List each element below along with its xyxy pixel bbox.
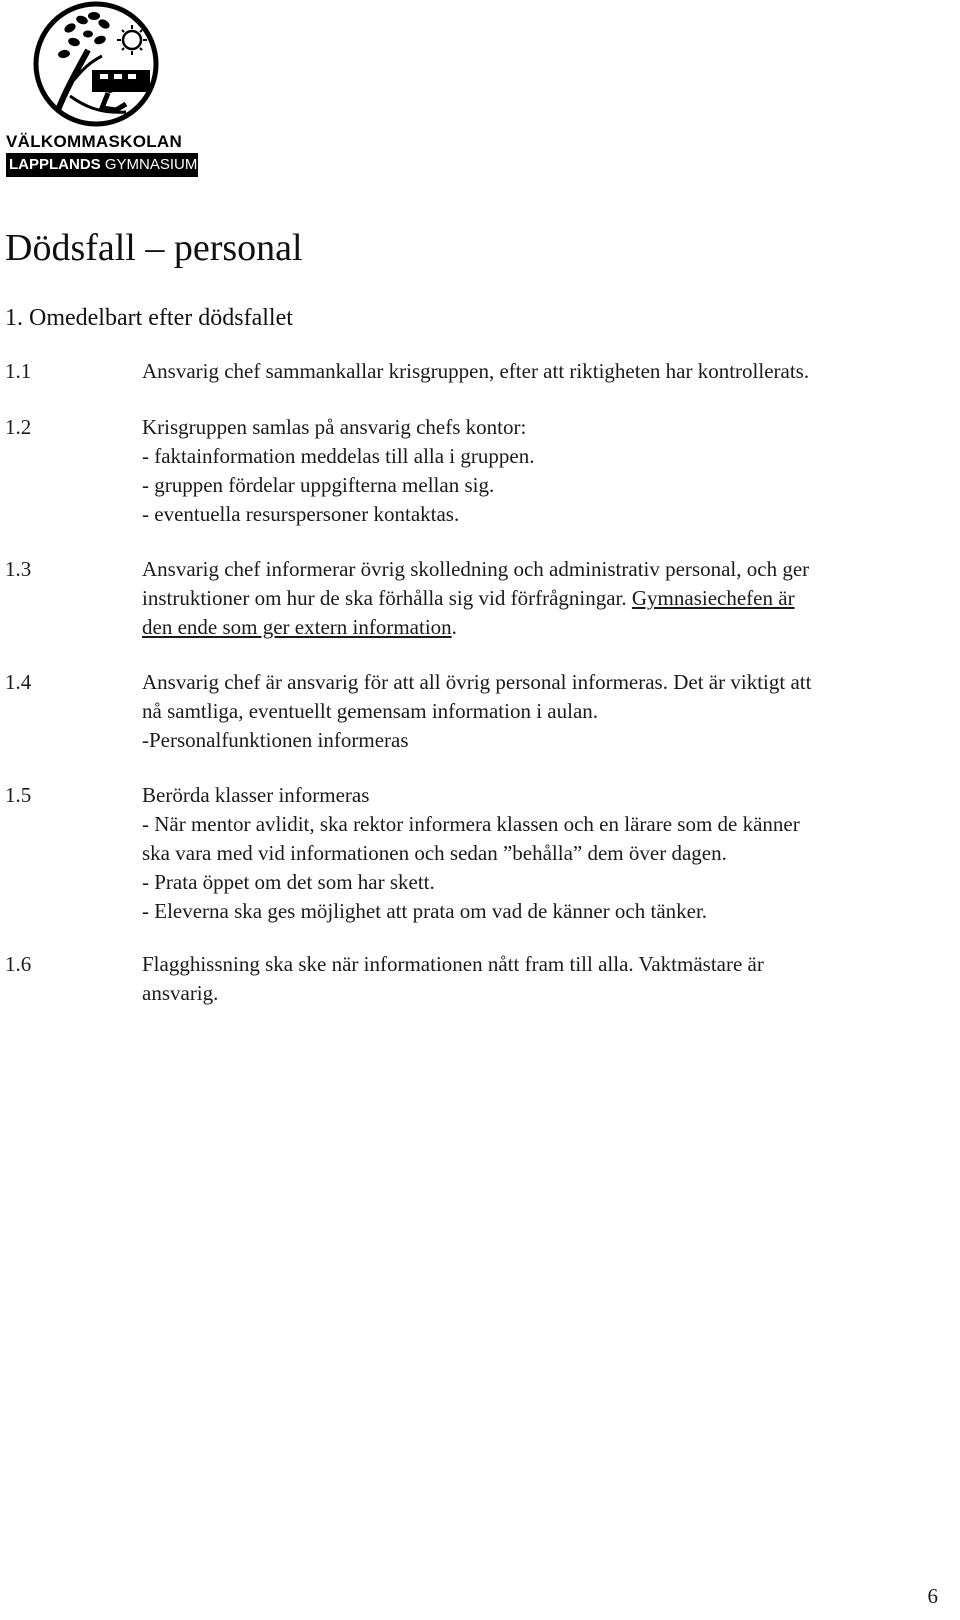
item-1-4-line: -Personalfunktionen informeras: [142, 728, 409, 752]
item-number-1-5: 1.5: [5, 783, 32, 807]
logo-text-valkommaskolan: VÄLKOMMASKOLAN: [6, 132, 183, 151]
item-1-2-line: - gruppen fördelar uppgifterna mellan sig.: [142, 473, 495, 497]
document-title: Dödsfall – personal: [5, 227, 303, 269]
item-text-1-3: [142, 555, 942, 642]
item-1-6-line: Flagghissning ska ske när informationen nått fram till alla. Vaktmästare är: [142, 952, 764, 976]
item-text-1-1: [142, 357, 942, 386]
item-number-1-2: 1.2: [5, 415, 32, 439]
item-1-3-text: .: [451, 615, 457, 639]
school-logo: [6, 0, 202, 180]
school-emblem-icon: [30, 0, 170, 132]
item-text-1-4: [142, 668, 942, 755]
item-text-1-5: [142, 781, 942, 926]
item-1-3-line: [142, 584, 942, 613]
item-1-5-line: ska vara med vid informationen och sedan ”behålla” dem över dagen.: [142, 841, 727, 865]
item-1-5-line: - När mentor avlidit, ska rektor informera klassen och en lärare som de känner: [142, 812, 800, 836]
item-1-3-line: Ansvarig chef informerar övrig skolledning och administrativ personal, och ger: [142, 557, 810, 581]
item-1-3-text: instruktioner om hur de ska förhålla sig vid förfrågningar.: [142, 586, 632, 610]
item-1-3-underlined-text: den ende som ger extern information: [142, 615, 452, 639]
item-1-5-line: - Prata öppet om det som har skett.: [142, 870, 435, 894]
item-number-1-3: 1.3: [5, 557, 32, 581]
page-number: 6: [927, 1584, 938, 1608]
item-1-3-line: [142, 613, 942, 642]
item-1-4-line: nå samtliga, eventuellt gemensam information i aulan.: [142, 699, 599, 723]
item-1-3-underlined-text: Gymnasiechefen är: [631, 586, 795, 610]
item-1-6-line: ansvarig.: [142, 981, 219, 1005]
logo-text-lapplands: LAPPLANDS: [9, 156, 101, 173]
logo-text-gymnasium: GYMNASIUM: [100, 156, 198, 173]
item-number-1-1: 1.1: [5, 359, 32, 383]
item-number-1-6: 1.6: [5, 952, 32, 976]
section-heading: 1. Omedelbart efter dödsfallet: [5, 305, 293, 331]
item-1-2-line: - eventuella resurspersoner kontaktas.: [142, 502, 460, 526]
item-1-4-line: Ansvarig chef är ansvarig för att all övrig personal informeras. Det är viktigt att: [142, 670, 812, 694]
item-number-1-4: 1.4: [5, 670, 32, 694]
item-1-5-line: Berörda klasser informeras: [142, 783, 370, 807]
item-1-1-line: Ansvarig chef sammankallar krisgruppen, efter att riktigheten har kontrollerats.: [142, 359, 810, 383]
item-1-5-line: - Eleverna ska ges möjlighet att prata om vad de känner och tänker.: [142, 899, 708, 923]
item-text-1-2: [142, 413, 942, 529]
item-1-2-line: - faktainformation meddelas till alla i gruppen.: [142, 444, 535, 468]
item-text-1-6: [142, 950, 942, 1008]
logo-text-lapplands-gymnasium: [6, 153, 198, 177]
item-1-2-line: Krisgruppen samlas på ansvarig chefs kontor:: [142, 415, 527, 439]
